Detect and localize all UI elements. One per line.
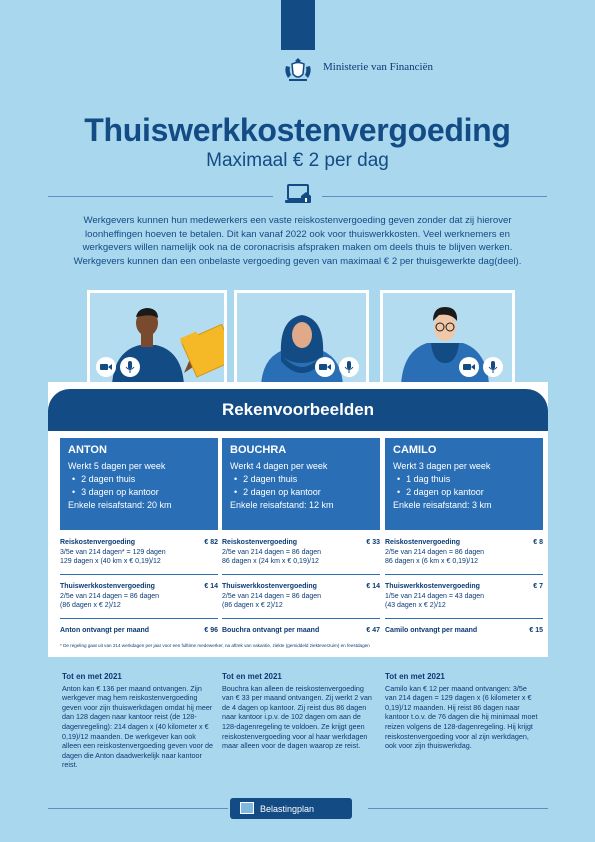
calc-line: (86 dagen x € 2)/12 xyxy=(60,602,121,609)
calc-line: (86 dagen x € 2)/12 xyxy=(222,602,283,609)
travel-allowance-calc xyxy=(60,538,218,567)
example-card-bouchra xyxy=(222,438,380,530)
calc-label: Thuiswerkkostenvergoeding xyxy=(222,583,317,590)
calc-line: 2/5e van 214 dagen = 86 dagen xyxy=(385,548,485,556)
travel-distance: Enkele reisafstand: 3 km xyxy=(393,500,492,510)
person-summary xyxy=(385,438,543,530)
microphone-icon xyxy=(343,361,355,373)
divider xyxy=(322,196,547,197)
history-anton xyxy=(62,672,217,770)
divider xyxy=(222,618,380,619)
divider xyxy=(385,574,543,575)
calc-line: 3/5e van 214 dagen* = 129 dagen xyxy=(60,548,166,556)
video-frame-anton xyxy=(87,290,227,388)
calc-line: 2/5e van 214 dagen = 86 dagen xyxy=(60,592,160,600)
divider xyxy=(222,574,380,575)
document-icon xyxy=(240,802,254,814)
history-title: Tot en met 2021 xyxy=(62,672,122,681)
total-label: Camilo ontvangt per maand xyxy=(385,627,478,634)
calc-line: 86 dagen x (24 km x € 0,19)/12 xyxy=(222,558,319,565)
divider xyxy=(48,808,228,809)
calc-line: 129 dagen x (40 km x € 0,19)/12 xyxy=(60,558,161,565)
calc-amount: € 8 xyxy=(533,539,543,546)
work-days: Werkt 5 dagen per week xyxy=(68,461,166,471)
person-name: BOUCHRA xyxy=(230,444,287,456)
calc-label: Reiskostenvergoeding xyxy=(385,539,461,546)
camera-icon xyxy=(100,361,112,373)
calc-amount: € 14 xyxy=(204,583,218,590)
camera-button[interactable] xyxy=(315,357,335,377)
history-camilo xyxy=(385,672,540,751)
work-days: Werkt 4 dagen per week xyxy=(230,461,328,471)
camera-button[interactable] xyxy=(96,357,116,377)
belastingplan-badge xyxy=(230,798,352,819)
travel-distance: Enkele reisafstand: 20 km xyxy=(68,500,172,510)
office-days: • 2 dagen op kantoor xyxy=(393,486,535,499)
calc-line: 2/5e van 214 dagen = 86 dagen xyxy=(222,592,322,600)
history-title: Tot en met 2021 xyxy=(385,672,445,681)
divider xyxy=(48,196,273,197)
total-label: Anton ontvangt per maand xyxy=(60,627,150,634)
microphone-icon xyxy=(487,361,499,373)
camera-button[interactable] xyxy=(459,357,479,377)
example-card-camilo xyxy=(385,438,543,530)
crest-icon xyxy=(283,56,313,84)
monthly-total xyxy=(60,627,218,634)
calc-label: Thuiswerkkostenvergoeding xyxy=(60,583,155,590)
history-text: Bouchra kan alleen de reiskostenvergoeding van € 33 per maand ontvangen. Zij werkt 2 van de 4 dagen op kantoor. Zij reist dus 86 dagen naar kantoor i.p.v. de 102 dagen om aan de 128-dagenregeling te voldoen. Ze krijgt geen reiskostenvergoeding voor al haar werkdagen maar alleen voor de dagen waarop ze reist. xyxy=(222,683,372,751)
homework-allowance-calc xyxy=(222,582,380,611)
microphone-button[interactable] xyxy=(120,357,140,377)
divider xyxy=(368,808,548,809)
calc-amount: € 7 xyxy=(533,583,543,590)
person-name: CAMILO xyxy=(393,444,437,456)
home-days: • 2 dagen thuis xyxy=(68,473,210,486)
microphone-button[interactable] xyxy=(339,357,359,377)
examples-title: Rekenvoorbeelden xyxy=(221,400,375,419)
calc-line: 1/5e van 214 dagen = 43 dagen xyxy=(385,592,485,600)
total-amount: € 15 xyxy=(529,627,543,634)
camera-icon xyxy=(463,361,475,373)
footnote: * De regeling gaat uit van 214 werkdagen per jaar voor een fulltime medewerker, na aftrek van vakantie, ziekte (gemiddeld ziekteverzuim) en feestdagen xyxy=(60,643,370,648)
logo-bar xyxy=(281,0,315,50)
history-text: Camilo kan € 12 per maand ontvangen: 3/5e van 214 dagen = 129 dagen x (6 kilometer x € 0,19)/12 maanden. Hij reist 86 dagen naar kantoor t.o.v. de 76 dagen die hij minimaal moet reizen volgens de 128-dagenregeling. Hij krijgt reiskostenvergoeding voor al zijn werkdagen, ook voor zijn thuiswerkdag. xyxy=(385,683,538,751)
person-summary xyxy=(222,438,380,530)
calc-line: 2/5e van 214 dagen = 86 dagen xyxy=(222,548,322,556)
calc-label: Thuiswerkkostenvergoeding xyxy=(385,583,480,590)
travel-allowance-calc xyxy=(222,538,380,567)
divider xyxy=(385,618,543,619)
history-text: Anton kan € 136 per maand ontvangen. Zijn werkgever mag hem reiskostenvergoeding geven voor zijn thuiswerkdagen omdat hij meer dan 128 dagen naar kantoor reist (de 128-dagenregeling): 214 dagen x (40 kilometer x € 0,19)/12 maanden. De werkgever kan ook alleen een reiskostenvergoeding geven voor de dagen die Anton daadwerkelijk naar kantoor reist. xyxy=(62,683,214,770)
video-frame-camilo xyxy=(380,290,515,388)
total-label: Bouchra ontvangt per maand xyxy=(222,627,320,634)
page-title: Thuiswerkkostenvergoeding xyxy=(84,112,511,148)
example-card-anton xyxy=(60,438,218,530)
home-days: • 1 dag thuis xyxy=(393,473,535,486)
calc-amount: € 33 xyxy=(366,539,380,546)
divider xyxy=(60,618,218,619)
badge-label: Belastingplan xyxy=(260,803,315,814)
homework-allowance-calc xyxy=(60,582,218,611)
microphone-button[interactable] xyxy=(483,357,503,377)
page-subtitle: Maximaal € 2 per dag xyxy=(206,150,389,171)
ministry-name: Ministerie van Financiën xyxy=(323,61,433,73)
history-title: Tot en met 2021 xyxy=(222,672,282,681)
calc-label: Reiskostenvergoeding xyxy=(60,539,136,546)
laptop-home-icon xyxy=(284,182,314,208)
monthly-total xyxy=(222,627,380,634)
microphone-icon xyxy=(124,361,136,373)
calc-line: 86 dagen x (6 km x € 0,19)/12 xyxy=(385,558,478,565)
camera-icon xyxy=(319,361,331,373)
travel-distance: Enkele reisafstand: 12 km xyxy=(230,500,334,510)
calc-label: Reiskostenvergoeding xyxy=(222,539,298,546)
calc-amount: € 82 xyxy=(204,539,218,546)
calc-line: (43 dagen x € 2)/12 xyxy=(385,602,446,609)
person-name: ANTON xyxy=(68,444,107,456)
total-amount: € 96 xyxy=(204,627,218,634)
divider xyxy=(60,574,218,575)
person-summary xyxy=(60,438,218,530)
office-days: • 2 dagen op kantoor xyxy=(230,486,372,499)
travel-allowance-calc xyxy=(385,538,543,567)
work-days: Werkt 3 dagen per week xyxy=(393,461,491,471)
home-days: • 2 dagen thuis xyxy=(230,473,372,486)
total-amount: € 47 xyxy=(366,627,380,634)
intro-text: Werkgevers kunnen hun medewerkers een vaste reiskostenvergoeding geven zonder dat zij hierover loonheffingen hoeven te betalen. Dit kan vanaf 2022 ook voor thuiswerkkosten. Veel werknemers en werkgevers willen namelijk ook na de coronacrisis afspraken maken om deels thuis te blijven werken. Werkgevers kunnen dan een onbelaste vergoeding geven van maximaal € 2 per thuisgewerkte dag(deel). xyxy=(73,215,522,267)
calc-amount: € 14 xyxy=(366,583,380,590)
monthly-total xyxy=(385,627,543,634)
video-frame-bouchra xyxy=(234,290,369,388)
history-bouchra xyxy=(222,672,377,751)
office-days: • 3 dagen op kantoor xyxy=(68,486,210,499)
homework-allowance-calc xyxy=(385,582,543,611)
